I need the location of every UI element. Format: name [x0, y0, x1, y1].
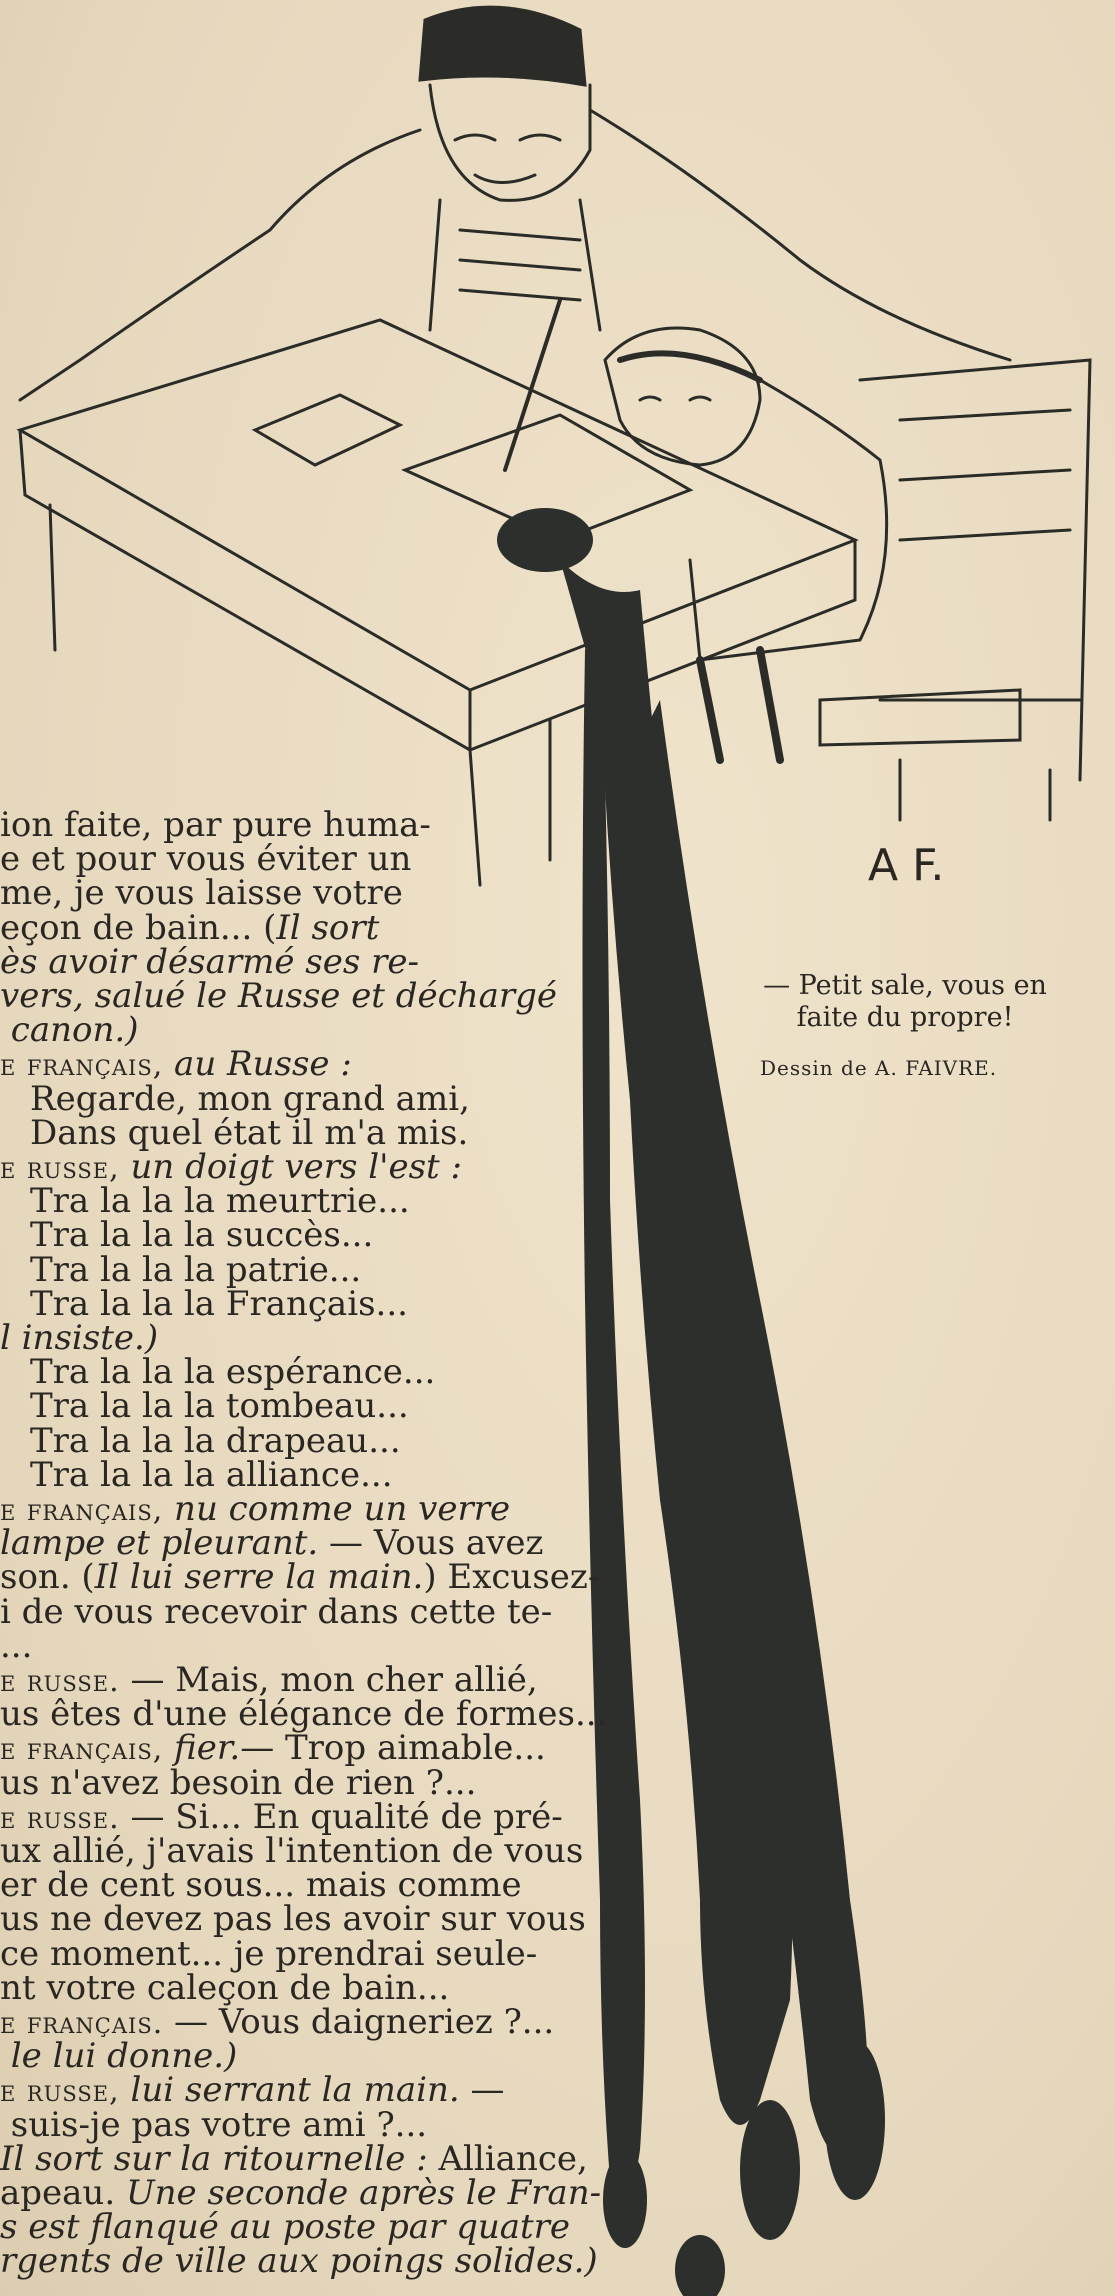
text-span: e français,: [0, 1732, 164, 1768]
text-span: lui serrant la main.: [119, 2070, 460, 2111]
drawing-credit: Dessin de A. FAIVRE.: [760, 1056, 998, 1080]
text-span: canon.): [0, 1010, 139, 1051]
text-span: e et pour vous éviter un: [0, 839, 412, 880]
text-span: un doigt vers l'est :: [119, 1147, 462, 1187]
text-span: e français,: [0, 1048, 164, 1084]
text-span: Regarde, mon grand ami,: [30, 1078, 470, 1119]
text-span: e russe.: [0, 1800, 120, 1836]
text-span: lampe et pleurant.: [0, 1523, 319, 1564]
text-span: — Trop aimable...: [240, 1728, 546, 1769]
text-span: Tra la la la tombeau...: [30, 1386, 409, 1427]
text-span: er de cent sous... mais comme: [0, 1865, 522, 1906]
text-span: Il sort sur la ritournelle :: [0, 2138, 428, 2179]
text-span: ) Excusez-: [423, 1557, 600, 1598]
man-body: [20, 130, 420, 400]
text-span: ...: [0, 1625, 33, 1666]
text-span: vers, salué le Russe et déchargé: [0, 976, 558, 1016]
child-head: [605, 328, 760, 465]
text-span: nu comme un verre: [163, 1489, 511, 1529]
text-span: — Mais, mon cher allié,: [119, 1660, 538, 1700]
text-span: eçon de bain... (: [0, 907, 277, 948]
text-span: au Russe :: [163, 1044, 352, 1085]
text-span: Tra la la la succès...: [30, 1215, 374, 1256]
text-span: Dans quel état il m'a mis.: [30, 1112, 469, 1153]
text-span: e russe,: [0, 2074, 120, 2110]
illustration-caption: [725, 970, 1085, 1034]
text-span: Tra la la la Français...: [30, 1283, 408, 1324]
text-span: Alliance,: [427, 2138, 588, 2179]
text-span: e français,: [0, 1493, 164, 1528]
ink-spill: [497, 508, 885, 2296]
text-span: apeau.: [0, 2173, 126, 2213]
text-span: Une seconde après le Fran-: [125, 2173, 602, 2213]
text-span: ux allié, j'avais l'intention de vous: [0, 1831, 584, 1871]
text-span: —: [459, 2070, 505, 2111]
text-span: le lui donne.): [0, 2036, 238, 2077]
text-span: Tra la la la meurtrie...: [30, 1181, 410, 1222]
text-span: son. (: [0, 1557, 95, 1598]
text-span: us n'avez besoin de rien ?...: [0, 1762, 477, 1803]
book-on-table: [255, 395, 400, 465]
text-span: nt votre caleçon de bain...: [0, 1967, 450, 2008]
text-span: rgents de ville aux poings solides.): [0, 2241, 598, 2282]
caption-line-2: faite du propre!: [796, 1002, 1014, 1033]
text-span: us êtes d'une élégance de formes...: [0, 1694, 608, 1735]
text-span: fier.: [163, 1728, 241, 1769]
text-span: ce moment... je prendrai seule-: [0, 1933, 538, 1974]
text-span: ès avoir désarmé ses re-: [0, 941, 419, 982]
text-line: [0, 1592, 552, 1632]
text-span: Tra la la la drapeau...: [30, 1420, 401, 1461]
text-span: Tra la la la alliance...: [30, 1454, 393, 1495]
text-span: e russe.: [0, 1664, 120, 1699]
text-span: i de vous recevoir dans cette te-: [0, 1591, 553, 1632]
text-span: us ne devez pas les avoir sur vous: [0, 1899, 586, 1940]
text-span: me, je vous laisse votre: [0, 873, 403, 914]
text-span: ion faite, par pure huma-: [0, 805, 431, 845]
text-span: — Si... En qualité de pré-: [119, 1796, 563, 1837]
text-span: — Vous avez: [318, 1523, 544, 1564]
text-span: e français.: [0, 2006, 164, 2041]
text-span: — Vous daigneriez ?...: [163, 2002, 555, 2042]
child-body: [690, 380, 887, 660]
artist-signature: A F.: [868, 840, 945, 891]
text-span: Il sort: [276, 907, 380, 948]
caption-line-1: — Petit sale, vous en: [763, 970, 1047, 1001]
table-top: [20, 320, 855, 690]
man-cap: [420, 7, 585, 85]
text-span: Tra la la la patrie...: [30, 1249, 362, 1290]
text-span: s est flanqué au poste par quatre: [0, 2207, 571, 2248]
text-line: [0, 2241, 598, 2281]
text-span: Il lui serre la main.: [94, 1557, 424, 1598]
text-span: suis-je pas votre ami ?...: [0, 2104, 428, 2145]
text-span: Tra la la la espérance...: [30, 1352, 436, 1393]
text-span: l insiste.): [0, 1318, 159, 1358]
text-span: e russe,: [0, 1151, 120, 1186]
chair: [860, 360, 1090, 820]
child-legs: [700, 650, 780, 760]
